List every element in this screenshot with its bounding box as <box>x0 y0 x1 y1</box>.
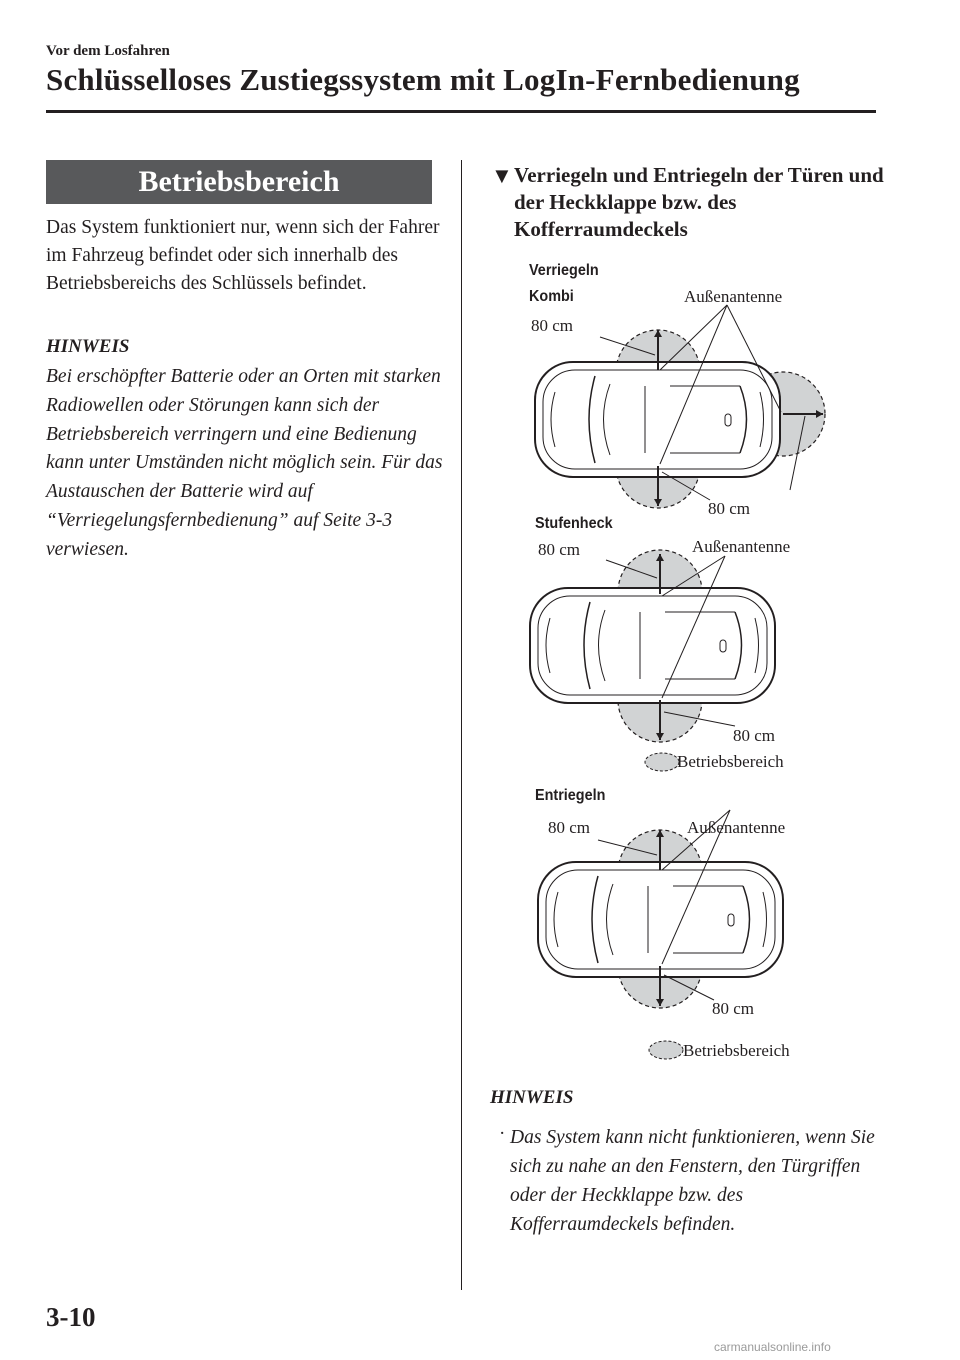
lock-label: Verriegeln <box>529 262 599 279</box>
operating-range-diagram <box>460 240 880 1070</box>
page-title: Schlüsselloses Zustiegssystem mit LogIn-Fernbedienung <box>46 62 800 97</box>
car-sedan-icon <box>530 588 775 703</box>
body-paragraph: Das System funktioniert nur, wenn sich der Fahrer im Fahrzeug befindet oder sich innerhalb des Betriebsbereichs des Schlüssels befindet. <box>46 217 440 294</box>
range-legend-label: Betriebsbereich <box>683 1041 790 1060</box>
antenna-label: Außenantenne <box>692 537 791 556</box>
distance-label: 80 cm <box>733 726 776 745</box>
distance-label: 80 cm <box>538 540 581 559</box>
distance-label: 80 cm <box>531 316 574 335</box>
car-unlock-icon <box>538 862 783 977</box>
distance-label: 80 cm <box>708 499 751 518</box>
bullet-marker: · <box>499 1123 506 1144</box>
range-legend-label: Betriebsbereich <box>677 752 784 771</box>
page-number: 3-10 <box>46 1302 96 1332</box>
car-wagon-icon <box>535 362 780 477</box>
distance-label: 80 cm <box>712 999 755 1018</box>
unlock-diagram <box>538 810 786 1059</box>
wagon-label: Kombi <box>529 288 574 305</box>
note-label: HINWEIS <box>46 336 130 357</box>
unlock-label: Entriegeln <box>535 787 606 804</box>
section-heading: Betriebsbereich <box>46 160 432 204</box>
note-label: HINWEIS <box>490 1087 574 1108</box>
title-rule <box>46 110 876 113</box>
antenna-label: Außenantenne <box>687 818 786 837</box>
watermark: carmanualsonline.info <box>714 1340 831 1354</box>
section-kicker: Vor dem Losfahren <box>46 43 170 59</box>
note-text: Das System kann nicht funktionieren, wenn Sie sich zu nahe an den Fenstern, den Türgriffen oder der Heckklappe bzw. des Kofferraumdeckels befinden. <box>510 1127 875 1235</box>
range-legend-swatch <box>649 1041 683 1059</box>
distance-label: 80 cm <box>548 818 591 837</box>
wagon-diagram <box>535 305 825 508</box>
range-legend-swatch <box>645 753 679 771</box>
sedan-label: Stufenheck <box>535 515 613 532</box>
note-text: Bei erschöpfter Batterie oder an Orten mit starken Radiowellen oder Störungen kann sich der Betriebsbereich verringern und eine Bedienung kann unter Umständen nicht möglich sein. Für das Austauschen der Batterie wird auf “Verriegelungsfernbedienung” auf Seite 3-3 verwiesen. <box>46 366 443 560</box>
subheading: Verriegeln und Entriegeln der Türen und der Heckklappe bzw. des Kofferraumdeckels <box>514 163 884 241</box>
antenna-label: Außenantenne <box>684 287 783 306</box>
subheading-marker: ▼ <box>491 163 513 188</box>
